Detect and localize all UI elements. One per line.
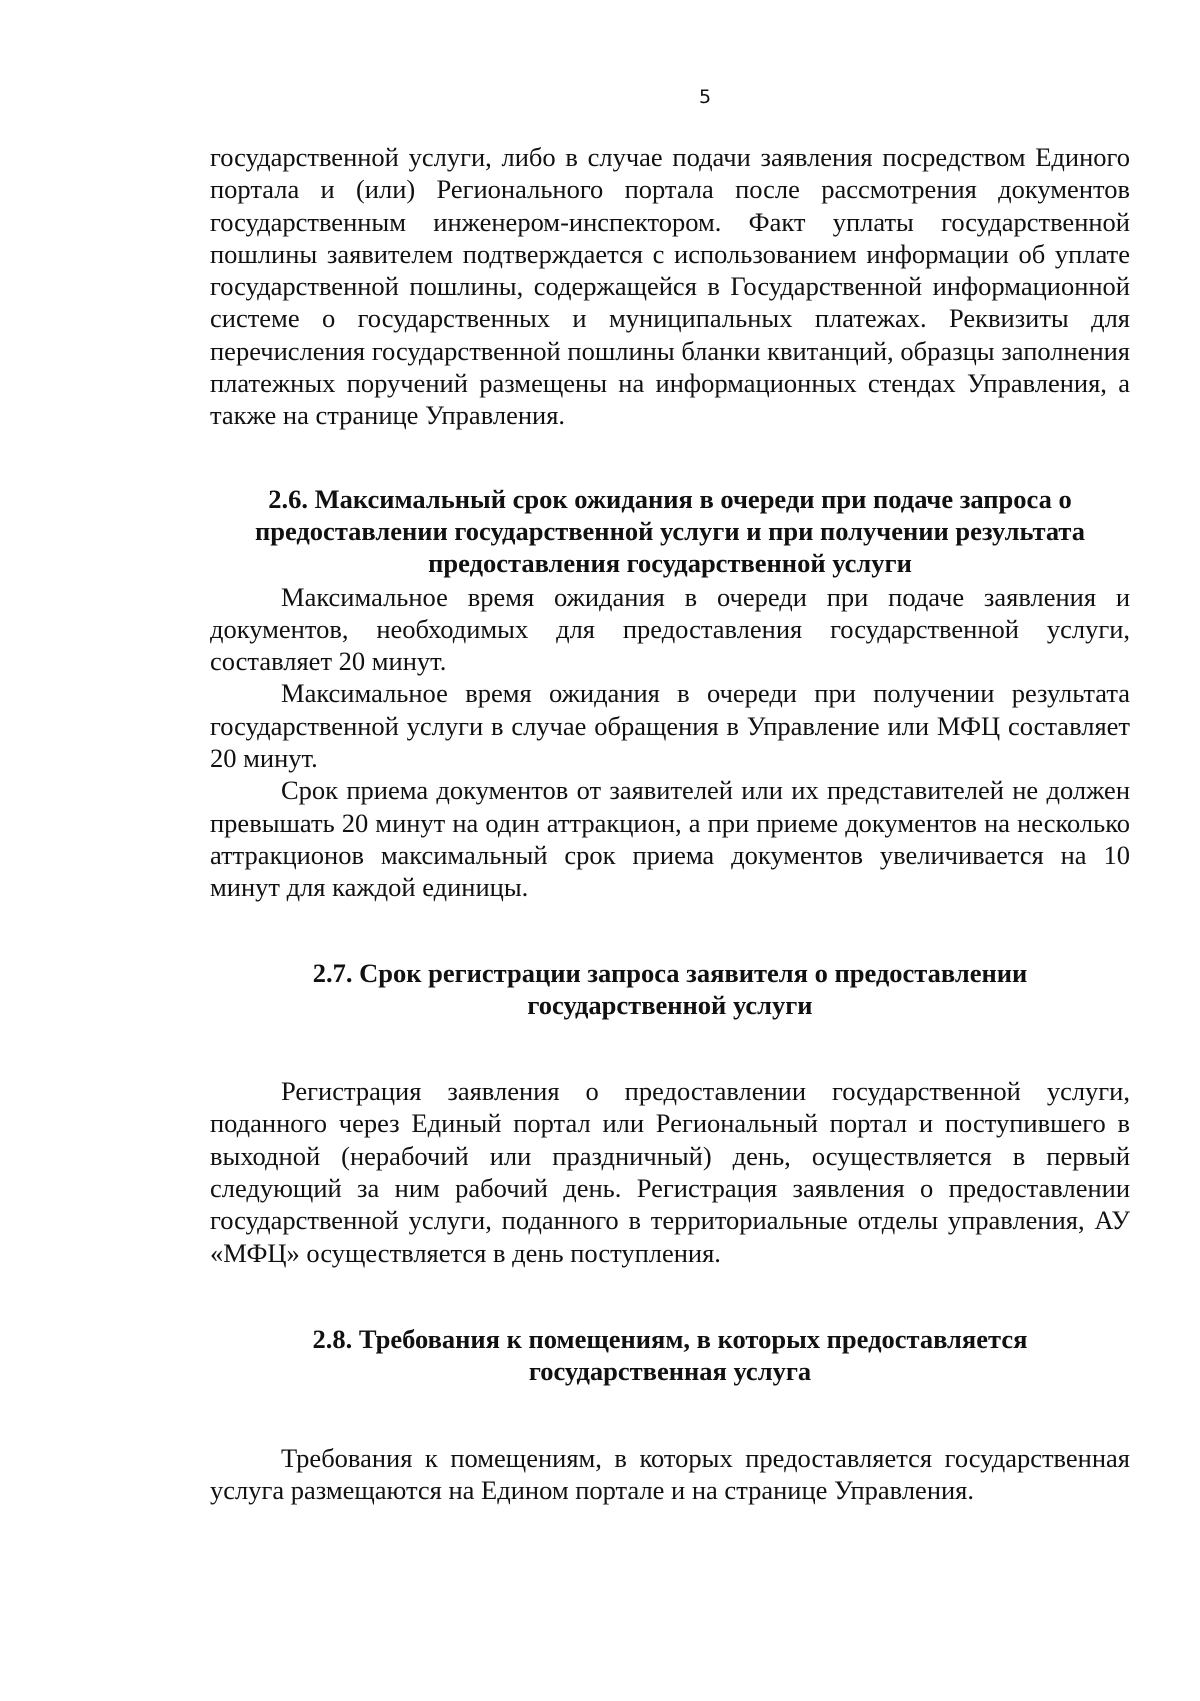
document-body	[210, 141, 1130, 1506]
continuation-paragraph: государственной услуги, либо в случае подачи заявления посредством Единого портала и (или) Регионального портала после рассмотрения документов государственным инженером-инспектором. Факт уплаты государственной пошлины заявителем подтверждается с использованием информации об уплате государственной пошлины, содержащейся в Государственной информационной системе о государственных и муниципальных платежах. Реквизиты для перечисления государственной пошлины бланки квитанций, образцы заполнения платежных поручений размещены на информационных стендах Управления, а также на странице Управления.	[210, 142, 1130, 431]
section-2-6-paragraph-3: Срок приема документов от заявителей или их представителей не должен превышать 20 минут на один аттракцион, а при приеме документов на несколько аттракционов максимальный срок приема документов увеличивается на 10 минут для каждой единицы.	[210, 775, 1130, 903]
section-2-7-heading: 2.7. Срок регистрации запроса заявителя о предоставлении государственной услуги	[312, 957, 1028, 1020]
section-2-8-heading: 2.8. Требования к помещениям, в которых предоставляется государственная услуга	[312, 1323, 1028, 1387]
section-2-6-paragraph-2: Максимальное время ожидания в очереди при получении результата государственной услуги в случае обращения в Управление или МФЦ составляет 20 минут.	[210, 678, 1130, 774]
section-2-7-paragraph-1: Регистрация заявления о предоставлении государственной услуги, поданного через Единый портал или Региональный портал и поступившего в выходной (нерабочий или праздничный) день, осуществляется в первый следующий за ним рабочий день. Регистрация заявления о предоставлении государственной услуги, поданного в территориальные отделы управления, АУ «МФЦ» осуществляется в день поступления.	[210, 1076, 1130, 1268]
page-number: 5	[698, 86, 712, 108]
section-2-6-paragraph-1: Максимальное время ожидания в очереди при подаче заявления и документов, необходимых для предоставления государственной услуги, составляет 20 минут.	[210, 581, 1130, 677]
section-2-6-heading: 2.6. Максимальный срок ожидания в очереди при подаче запроса о предоставлении государственной услуги и при получении результата предоставления государственной услуги	[254, 483, 1085, 579]
section-2-8-paragraph-1: Требования к помещениям, в которых предоставляется государственная услуга размещаются на Едином портале и на странице Управления.	[210, 1442, 1130, 1505]
